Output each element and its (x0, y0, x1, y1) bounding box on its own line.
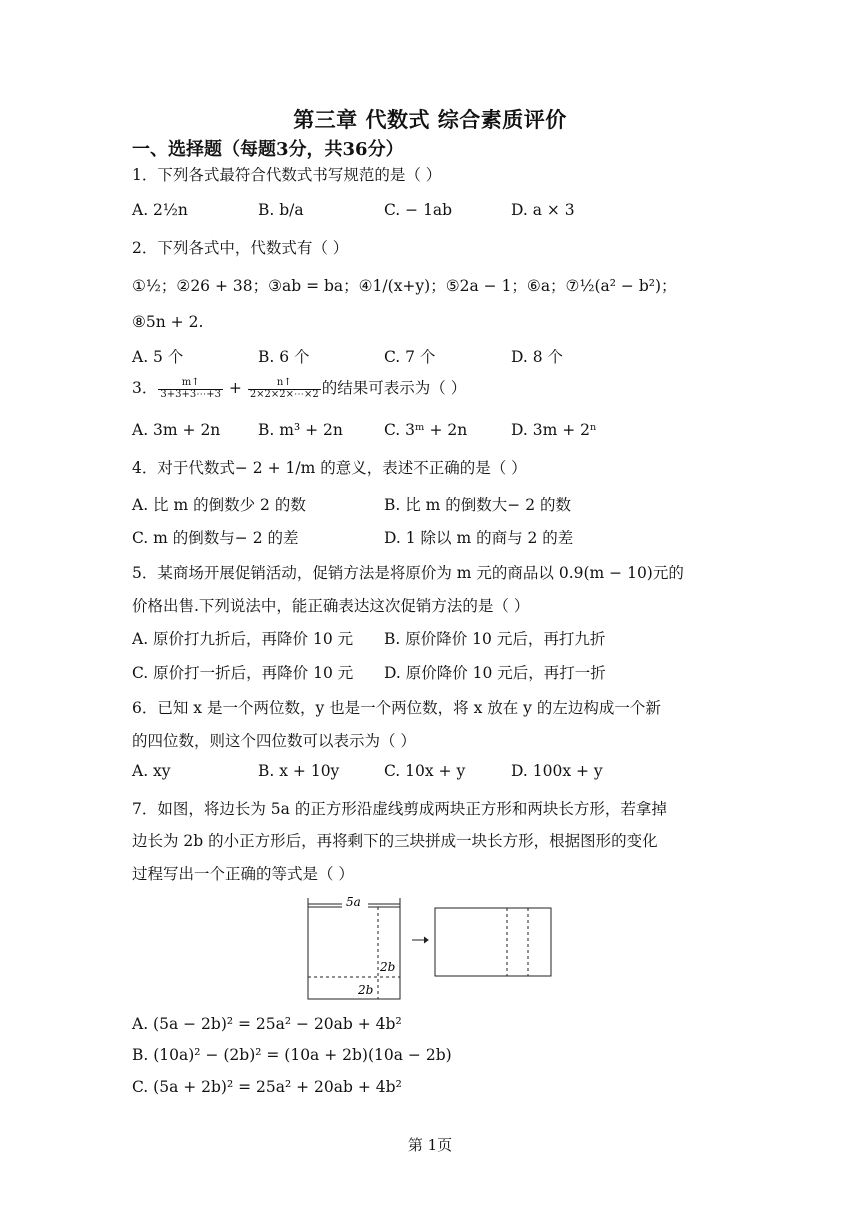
q5-option-a: A. 原价打九折后，再降价 10 元 (132, 630, 354, 648)
q4-option-b: B. 比 m 的倒数大− 2 的数 (384, 496, 571, 514)
q7-option-c: C. (5a + 2b)² = 25a² + 20ab + 4b² (132, 1078, 402, 1096)
q1-option-d: D. a × 3 (511, 201, 575, 219)
q4-option-d: D. 1 除以 m 的商与 2 的差 (384, 529, 574, 547)
question-7-stem-1: 7．如图，将边长为 5a 的正方形沿虚线剪成两块正方形和两块长方形，若拿掉 (132, 800, 667, 818)
question-7-stem-3: 过程写出一个正确的等式是（ ） (132, 865, 354, 883)
q1-option-c: C. − 1ab (384, 201, 453, 219)
q3-fraction-1: $\frac{m↑}{3+3+3\cdots+3}$ (160, 377, 221, 400)
fig-label-right: 2b (380, 960, 396, 974)
q6-option-a: A. xy (132, 762, 171, 780)
question-5-stem-1: 5．某商场开展促销活动，促销方法是将原价为 m 元的商品以 0.9(m − 10)元的 (132, 564, 684, 582)
q3-option-a: A. 3m + 2n (132, 421, 221, 439)
page-number: 第 1页 (407, 1136, 453, 1154)
q3-option-c: C. 3ᵐ + 2n (384, 421, 468, 439)
q5-option-d: D. 原价降价 10 元后，再打一折 (384, 664, 606, 682)
fig-label-bottom: 2b (358, 983, 374, 997)
q6-option-d: D. 100x + y (511, 762, 603, 780)
q2-option-d: D. 8 个 (511, 348, 564, 366)
q4-option-a: A. 比 m 的倒数少 2 的数 (132, 496, 306, 514)
q7-figure (300, 890, 560, 1005)
question-6-stem-1: 6．已知 x 是一个两位数，y 也是一个两位数，将 x 放在 y 的左边构成一个新 (132, 699, 661, 717)
question-6-stem-2: 的四位数，则这个四位数可以表示为（ ） (132, 732, 416, 750)
question-1-stem: 1．下列各式最符合代数式书写规范的是（ ） (132, 166, 442, 184)
page-title: 第三章 代数式 综合素质评价 (293, 107, 567, 132)
q3-fraction-2: $\frac{n↑}{2\times 2\times 2\times\cdots\times 2}$ (249, 377, 319, 400)
question-2-stem: 2．下列各式中，代数式有（ ） (132, 239, 349, 257)
q3-option-d: D. 3m + 2ⁿ (511, 421, 597, 439)
q1-option-a: A. 2½n (132, 201, 188, 219)
q3-option-b: B. m³ + 2n (258, 421, 343, 439)
section-heading: 一、选择题（每题3分，共36分） (132, 139, 404, 160)
q1-option-b: B. b/a (258, 201, 304, 219)
q2-items: ①½；②26 + 38；③ab = ba；④1/(x+y)；⑤2a − 1；⑥a；⑦½(a² − b²)； (132, 277, 677, 295)
q2-option-c: C. 7 个 (384, 348, 436, 366)
question-5-stem-2: 价格出售.下列说法中，能正确表达这次促销方法的是（ ） (132, 597, 530, 615)
q7-option-a: A. (5a − 2b)² = 25a² − 20ab + 4b² (132, 1015, 402, 1033)
q2-option-b: B. 6 个 (258, 348, 310, 366)
result-rectangle (435, 908, 551, 976)
q4-option-c: C. m 的倒数与− 2 的差 (132, 529, 299, 547)
q7-option-b: B. (10a)² − (2b)² = (10a + 2b)(10a − 2b) (132, 1046, 452, 1064)
fig-label-top: 5a (346, 895, 361, 909)
question-4-stem: 4．对于代数式− 2 + 1/m 的意义，表述不正确的是（ ） (132, 459, 527, 477)
q5-option-b: B. 原价降价 10 元后，再打九折 (384, 630, 606, 648)
q5-option-c: C. 原价打一折后，再降价 10 元 (132, 664, 354, 682)
q2-option-a: A. 5 个 (132, 348, 184, 366)
question-3-stem: 3． $\frac{m↑}{3+3+3\cdots+3}$ + $\frac{n↑}{2\times 2\times 2\times\cdots\times 2}$ 的结果可表示为（ ） (132, 377, 467, 400)
q6-option-c: C. 10x + y (384, 762, 466, 780)
q2-items-cont: ⑧5n + 2. (132, 313, 204, 331)
q6-option-b: B. x + 10y (258, 762, 340, 780)
question-7-stem-2: 边长为 2b 的小正方形后，再将剩下的三块拼成一块长方形，根据图形的变化 (132, 832, 658, 850)
big-square (308, 907, 400, 999)
